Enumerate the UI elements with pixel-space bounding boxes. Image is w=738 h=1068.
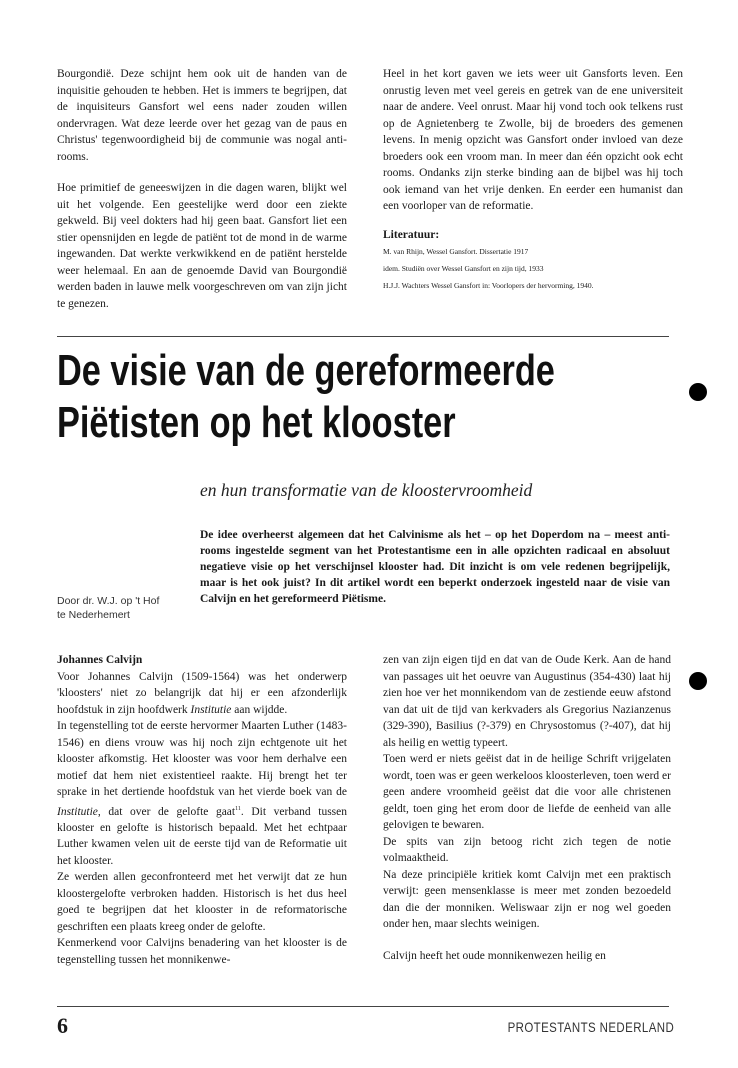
article-title-line: De visie van de gereformeerde [57,346,555,395]
author-name: Door dr. W.J. op 't Hof [57,595,160,607]
paragraph: Hoe primitief de geneeswijzen in die dagen waren, blijkt wel uit het volgende. Een geestelijke werd door een ziekte gekweld. Bij veel dokters had hij geen baat. Gansfort liet een stier opensnijden en legde de patiënt tot de mond in de warme ingewanden. Dat werkte verkwikkend en de patiënt herstelde weer helemaal. En aan de genoemde David van Bourgondië werden baden in lauwe melk voorgeschreven om van zijn jicht te genezen. [57,182,347,310]
bullet-marker [689,383,707,401]
literature-heading: Literatuur: [383,228,440,241]
paragraph: Bourgondië. Deze schijnt hem ook uit de handen van de inquisitie gehouden te hebben. Het is immers te begrijpen, dat de inquisiteurs Gansfort wel eens nader zouden willen ondervragen. Wat deze leerde over het gezag van de paus en Christus' tegenwoordigheid bij de communie was nogal anti-rooms. [57,68,347,163]
author-location: te Nederhemert [57,609,130,621]
article-intro: De idee overheerst algemeen dat het Calvinisme als het – op het Doperdom na – meest anti-rooms ingestelde segment van het Protestantisme een in alle opzichten radicaal en absoluut negatieve visie op het verschijnsel klooster had. Dit inzicht is om vele redenen begrijpelijk, maar is het ook juist? In dit artikel wordt een beperkt onderzoek ingesteld naar de visie van Calvijn en het gereformeerd Piëtisme. [200,529,670,605]
paragraph: Voor Johannes Calvijn (1509-1564) was het onderwerp 'kloosters' niet zo belangrijk dat hij er een afzonderlijk hoofdstuk in zijn hoofdwerk Institutie aan wijdde. [57,670,347,716]
article-title-line: Piëtisten op het klooster [57,398,456,447]
paragraph: In tegenstelling tot de eerste hervormer Maarten Luther (1483-1546) en diens vrouw was hij noch zijn echtgenote uit het klooster afkomstig. Het klooster was voor hem derhalve een motief dat hem niet existentieel raakte. Hij brengt het ter sprake in het dertiende hoofdstuk van het vierde boek van de Institutie, dat over de gelofte gaat$^{11}$. Dit verband tussen klooster en gelofte is historisch bepaald. Met het echtpaar Luther kwamen velen uit de eerste tijd van de Reformatie uit het klooster. [57,720,348,867]
paragraph: Toen werd er niets geëist dat in de heilige Schrift vrijgelaten wordt, toen was er geen werkeloos kloosterleven, toen werd er geen andere vroomheid geëist dat die voor alle christenen geldt, toen ging het erom door de liefde de eenheid van alle gelovigen te bewaren. [383,753,671,831]
section-heading: Johannes Calvijn [57,654,143,666]
paragraph: zen van zijn eigen tijd en dat van de Oude Kerk. Aan de hand van passages uit het oeuvre van Augustinus (354-430) laat hij zien hoe ver het monnikendom van de zestiende eeuw afstond van dat uit de tijd van kerkvaders als Gregorius Nazianzenus (329-390), Basilius (?-379) en Chrysostomus (?-407), dat hij als heilig en wettig typeert. [383,654,671,749]
literature-reference: M. van Rhijn, Wessel Gansfort. Dissertatie 1917 [383,247,529,256]
continued-article-right-column [383,66,683,294]
article-right-column [383,652,671,964]
bullet-marker [689,672,707,690]
paragraph: Na deze principiële kritiek komt Calvijn met een praktisch verwijt: geen mensenklasse is meer met zonden bezoedeld dan die der monniken. Weliswaar zijn er nog wel goeden onder hen, maar slechts weinigen. [383,868,671,930]
page-number: 6 [57,1013,68,1038]
paragraph: Kenmerkend voor Calvijns benadering van het klooster is de tegenstelling tussen het monnikenwe- [57,937,347,966]
literature-reference: H.J.J. Wachters Wessel Gansfort in: Voorlopers der hervorming, 1940. [383,281,594,290]
magazine-name: PROTESTANTS NEDERLAND [507,1019,674,1035]
author-byline [57,594,177,622]
continued-article-left-column [57,66,347,312]
article-title [57,345,556,449]
section-divider [57,336,669,337]
footer-divider [57,1006,669,1007]
paragraph: Calvijn heeft het oude monnikenwezen heilig en [383,949,606,962]
paragraph: Ze werden allen geconfronteerd met het verwijt dat ze hun kloostergelofte verbroken hadden. Historisch is het dus heel goed te begrijpen dat het klooster in de reformatorische geschriften een plaats kreeg onder de gelofte. [57,871,347,933]
footnote-marker: 11 [235,805,241,812]
article-subtitle: en hun transformatie van de kloostervroomheid [200,480,533,500]
article-left-column [57,652,347,968]
literature-reference: idem. Studiën over Wessel Gansfort en zijn tijd, 1933 [383,264,544,273]
paragraph: Heel in het kort gaven we iets weer uit Gansforts leven. Een onrustig leven met veel gereis en getrek van de ene universiteit naar de andere. Veel onrust. Maar hij vond toch ook telkens rust op de Agnietenberg te Zwolle, bij de broeders des gemenen levens. In menig opzicht was Gansfort onder invloed van deze broeders ook een vroom man. In meer dan één opzicht ook echt rooms. Ondanks zijn sterke binding aan de bijbel was hij toch ook iemand van het vrije denken. En eerder een humanist dan een voorloper van de reformatie. [383,68,683,212]
paragraph: De spits van zijn betoog richt zich tegen de notie volmaaktheid. [383,835,671,864]
